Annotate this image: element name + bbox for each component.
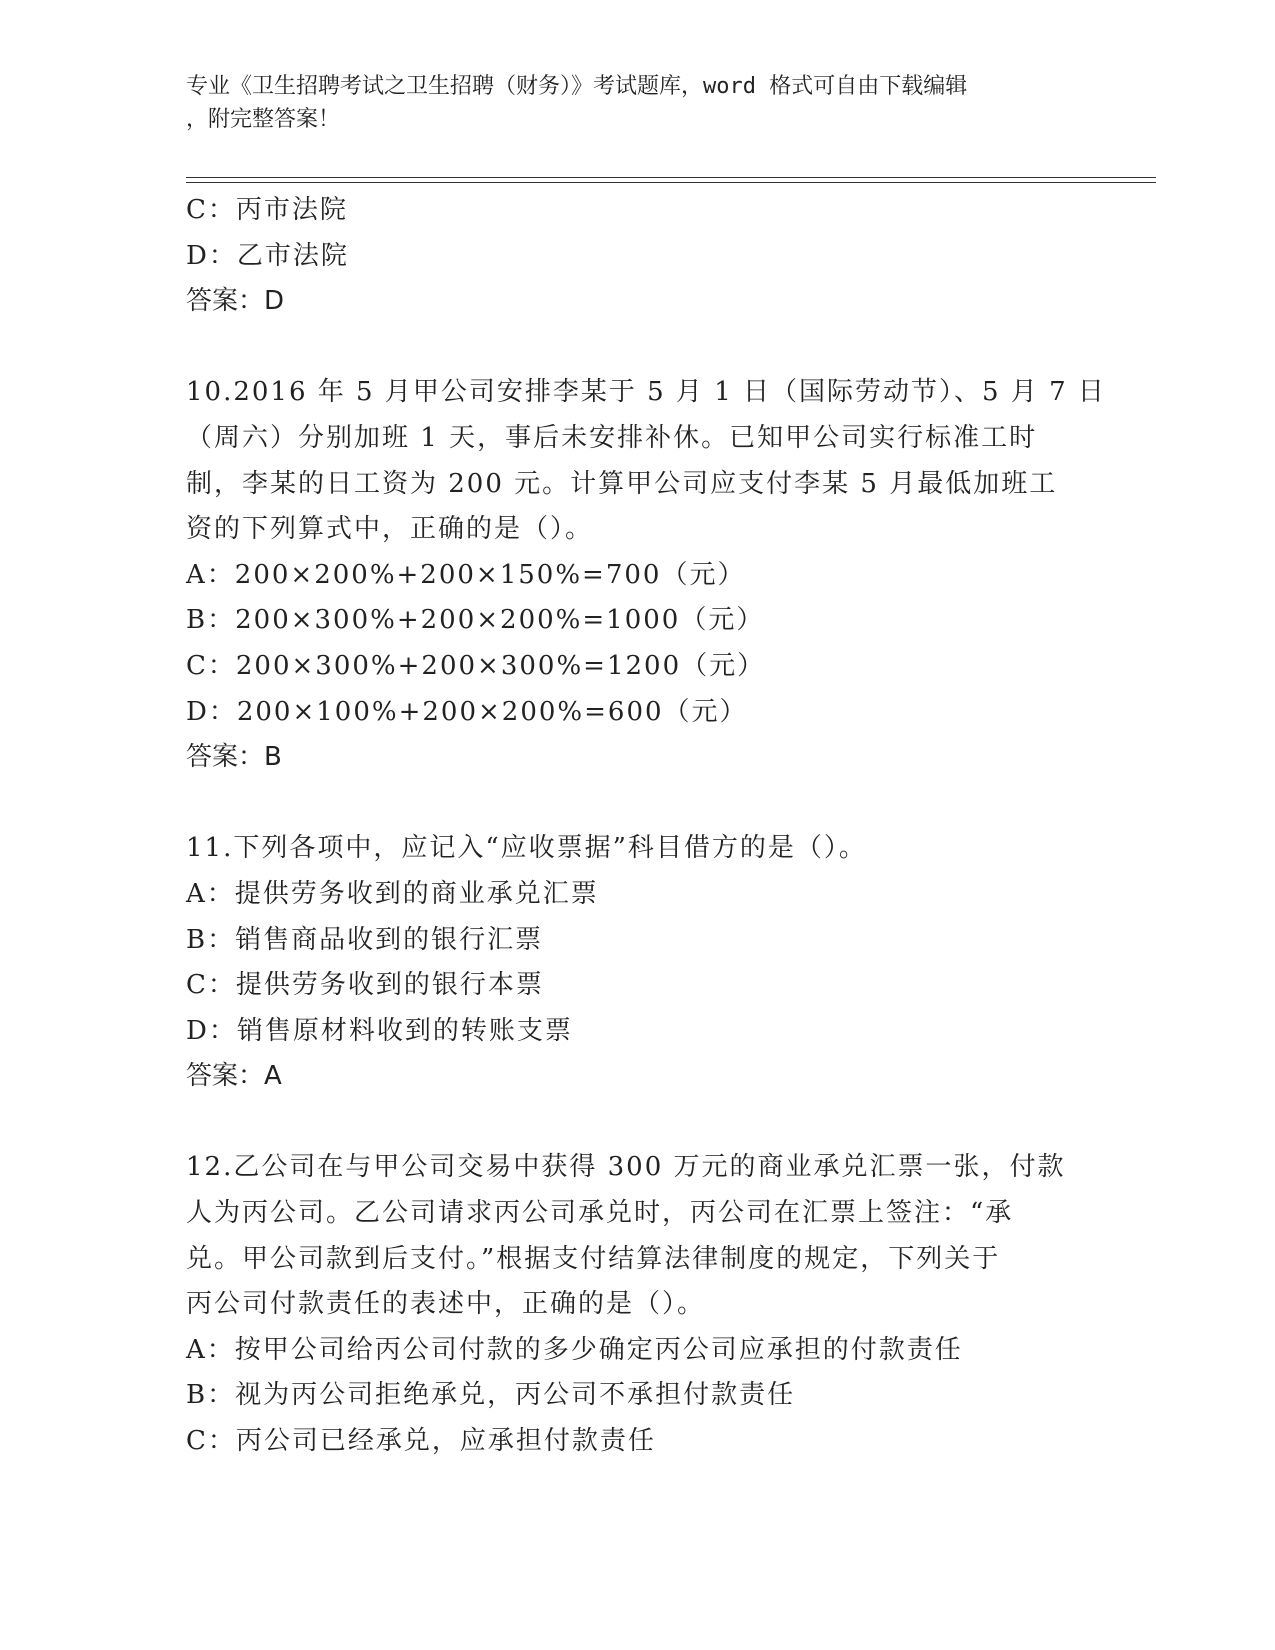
option-c: C：提供劳务收到的银行本票: [186, 970, 544, 1001]
question-stem-line: 制，李某的日工资为 200 元。计算甲公司应支付李某 5 月最低加班工: [186, 468, 1058, 499]
option-c: C：200×300%+200×300%=1200（元）: [186, 650, 766, 681]
question-stem-line: 资的下列算式中，正确的是（）。: [186, 514, 594, 545]
option-b: B：销售商品收到的银行汇票: [186, 924, 544, 955]
option-b: B：视为丙公司拒绝承兑，丙公司不承担付款责任: [186, 1380, 796, 1411]
option-d: D：乙市法院: [186, 240, 349, 271]
option-a: A：提供劳务收到的商业承兑汇票: [186, 878, 599, 909]
question-stem-line: 10.2016 年 5 月甲公司安排李某于 5 月 1 日（国际劳动节）、5 月 7 日: [186, 377, 1106, 408]
question-12: [186, 1145, 1086, 1464]
option-b: B：200×300%+200×200%=1000（元）: [186, 605, 765, 636]
option-a: A：按甲公司给丙公司付款的多少确定丙公司应承担的付款责任: [186, 1334, 963, 1365]
question-stem-line: 11.下列各项中，应记入“应收票据”科目借方的是（）。: [186, 833, 867, 864]
spacer: [186, 1100, 1086, 1146]
spacer: [186, 781, 1086, 827]
question-stem-line: 丙公司付款责任的表述中，正确的是（）。: [186, 1289, 706, 1320]
option-c: C：丙市法院: [186, 195, 348, 225]
spacer: [186, 325, 1086, 371]
option-a: A：200×200%+200×150%=700（元）: [186, 559, 746, 590]
question-11: [186, 826, 1086, 1100]
page-header: [186, 70, 1066, 136]
question-content: [186, 188, 1106, 1465]
header-title-line-2: ，附完整答案！: [186, 107, 341, 132]
header-title-line-1: 专业《卫生招聘考试之卫生招聘（财务）》考试题库，word 格式可自由下载编辑: [186, 74, 968, 99]
answer-line: 答案：D: [186, 286, 285, 317]
option-d: D：200×100%+200×200%=600（元）: [186, 696, 748, 727]
header-divider: [186, 177, 1156, 183]
option-c: C：丙公司已经承兑，应承担付款责任: [186, 1426, 656, 1457]
question-stem-line: （周六）分别加班 1 天，事后未安排补休。已知甲公司实行标准工时: [186, 422, 1038, 453]
option-d: D：销售原材料收到的转账支票: [186, 1015, 573, 1046]
question-stem-line: 12.乙公司在与甲公司交易中获得 300 万元的商业承兑汇票一张，付款: [186, 1152, 1066, 1183]
question-10: [186, 370, 1106, 780]
answer-line: 答案：B: [186, 742, 282, 773]
previous-question-tail: [186, 188, 1086, 325]
question-stem-line: 兑。甲公司款到后支付。”根据支付结算法律制度的规定，下列关于: [186, 1243, 1001, 1274]
answer-line: 答案：A: [186, 1061, 282, 1092]
question-stem-line: 人为丙公司。乙公司请求丙公司承兑时，丙公司在汇票上签注：“承: [186, 1198, 1014, 1229]
